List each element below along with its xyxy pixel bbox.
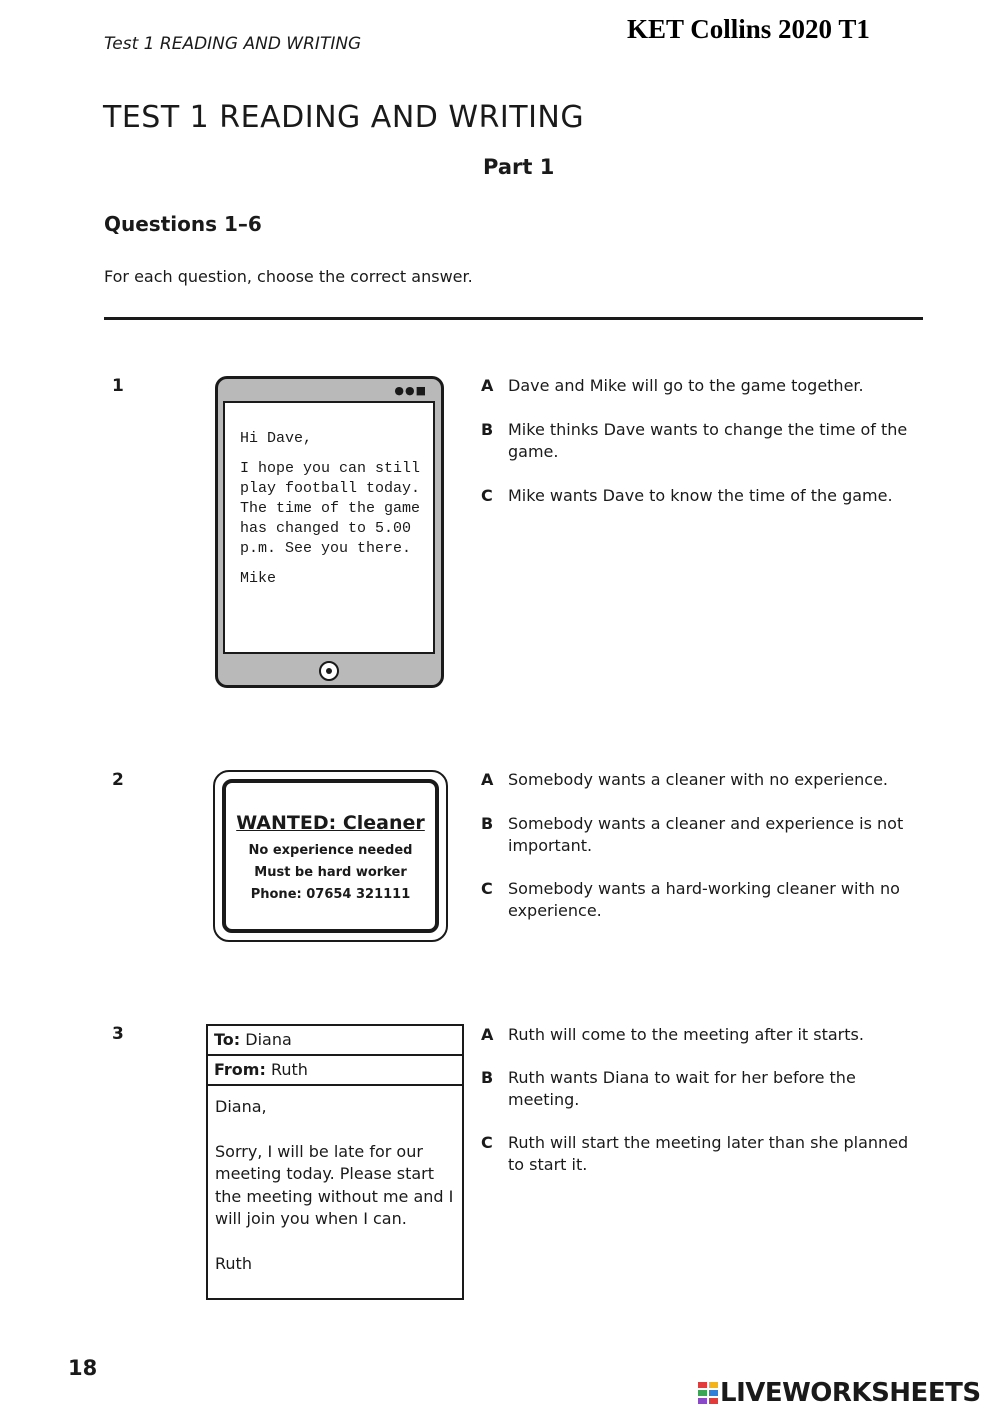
notice-heading: WANTED: Cleaner [236, 812, 425, 834]
option-letter: C [481, 879, 493, 898]
email-from-value: Ruth [265, 1060, 308, 1079]
option-text: Somebody wants a hard-working cleaner with no experience. [508, 879, 900, 920]
option-letter: B [481, 1068, 494, 1087]
questions-heading: Questions 1–6 [104, 212, 262, 236]
option-text: Dave and Mike will go to the game together. [508, 376, 864, 395]
email-to-value: Diana [240, 1030, 292, 1049]
notice-line: No experience needed [248, 843, 413, 858]
email-from-label: From: [214, 1060, 266, 1079]
notice-phone: Phone: 07654 321111 [250, 887, 411, 902]
option-text: Mike thinks Dave wants to change the time of the game. [508, 420, 908, 461]
q3-option-b[interactable] [481, 1067, 911, 1111]
q2-option-c[interactable] [481, 878, 911, 922]
part-title: Part 1 [483, 155, 555, 179]
q3-option-a[interactable] [481, 1024, 911, 1046]
message-body: I hope you can still play football today. The time of the game has changed to 5.00 p.m. See you there. [240, 460, 421, 557]
q1-option-b[interactable] [481, 419, 911, 463]
question-number-1: 1 [112, 376, 124, 396]
email-to-row [208, 1026, 462, 1056]
email-from-row [208, 1056, 462, 1086]
running-head: Test 1 READING AND WRITING [104, 34, 362, 54]
page-number: 18 [68, 1356, 98, 1380]
option-text: Ruth will come to the meeting after it starts. [508, 1025, 864, 1044]
q1-option-a[interactable] [481, 375, 911, 397]
phone-status-icon: ●●■ [394, 384, 427, 397]
option-letter: A [481, 376, 494, 395]
question-number-3: 3 [112, 1024, 124, 1044]
message-signature: Mike [240, 570, 277, 587]
message-greeting: Hi Dave, [240, 430, 313, 447]
option-letter: A [481, 770, 494, 789]
option-text: Somebody wants a cleaner with no experience. [508, 770, 888, 789]
option-text: Ruth wants Diana to wait for her before the meeting. [508, 1068, 856, 1109]
option-letter: C [481, 486, 493, 505]
q1-option-c[interactable] [481, 485, 911, 507]
option-letter: A [481, 1025, 494, 1044]
instruction: For each question, choose the correct answer. [104, 267, 473, 286]
wanted-notice-image [213, 770, 448, 942]
email-image [206, 1024, 464, 1300]
liveworksheets-logo-icon [698, 1382, 718, 1404]
option-text: Mike wants Dave to know the time of the game. [508, 486, 893, 505]
notice-frame [222, 779, 439, 933]
option-letter: C [481, 1133, 493, 1152]
option-letter: B [481, 420, 494, 439]
page-title: TEST 1 READING AND WRITING [103, 100, 585, 135]
phone-screen [223, 401, 435, 654]
option-text: Ruth will start the meeting later than she planned to start it. [508, 1133, 909, 1174]
q2-option-a[interactable] [481, 769, 911, 791]
notice-line: Must be hard worker [254, 865, 407, 880]
q2-option-b[interactable] [481, 813, 911, 857]
email-body: Sorry, I will be late for our meeting today. Please start the meeting without me and I will join you when I can. [215, 1141, 454, 1228]
option-text: Somebody wants a cleaner and experience is not important. [508, 814, 904, 855]
home-button-icon [319, 661, 339, 681]
email-greeting: Diana, [215, 1097, 267, 1116]
phone-message-image [215, 376, 444, 688]
question-number-2: 2 [112, 770, 124, 790]
corner-tag: KET Collins 2020 T1 [627, 14, 870, 44]
q3-option-c[interactable] [481, 1132, 911, 1176]
divider [104, 317, 923, 320]
email-signature: Ruth [215, 1253, 252, 1273]
option-letter: B [481, 814, 494, 833]
email-to-label: To: [214, 1030, 241, 1049]
watermark [698, 1378, 981, 1408]
watermark-text: LIVEWORKSHEETS [720, 1378, 981, 1408]
